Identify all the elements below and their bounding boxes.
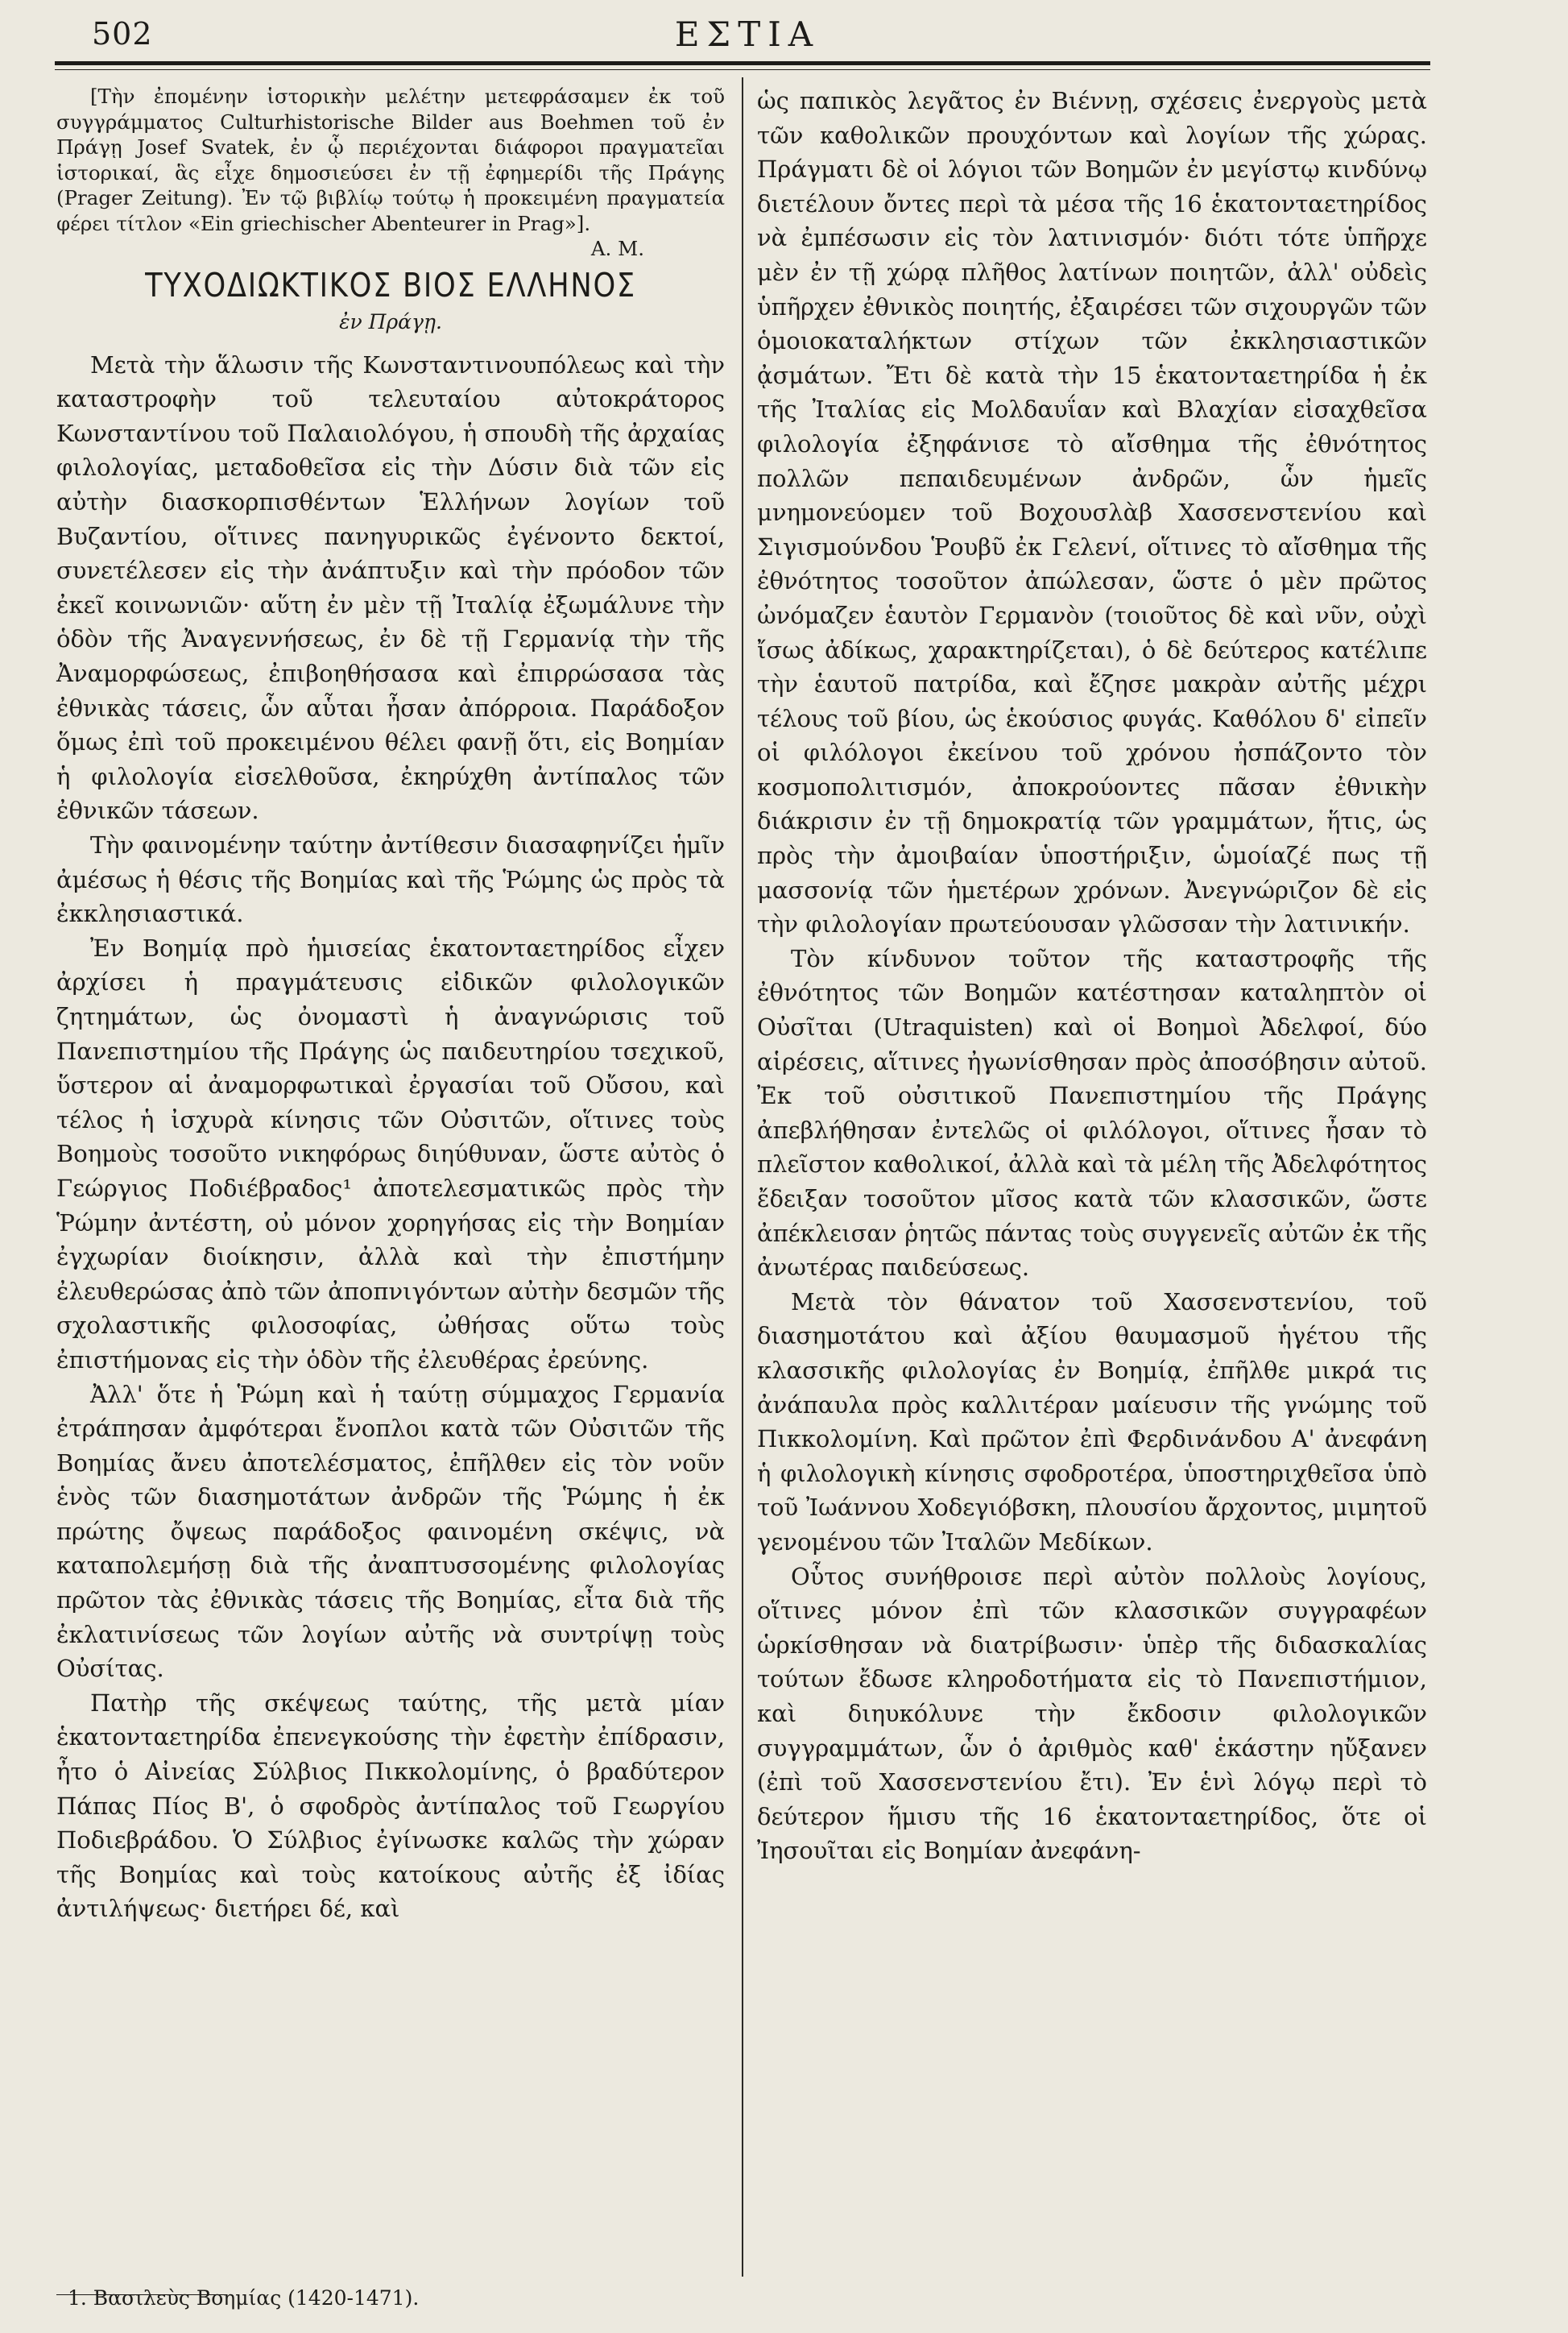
page-number: 502	[92, 16, 153, 52]
left-column	[56, 84, 725, 1926]
body-paragraph: Ἀλλ' ὅτε ἡ Ῥώμη καὶ ἡ ταύτῃ σύμμαχος Γερμανία ἐτράπησαν ἀμφότεραι ἔνοπλοι κατὰ τῶν Οὐσιτῶν τῆς Βοημίας ἄνευ ἀποτελέσματος, ἐπῆλθεν εἰς τὸν νοῦν ἑνὸς τῶν διασημοτάτων ἀνδρῶν τῆς Ῥώμης ἡ ἐκ πρώτης ὄψεως παράδοξος φαινομένη σκέψις, νὰ καταπολεμήσῃ διὰ τῆς ἀναπτυσσομένης φιλολογίας πρῶτον τὰς ἐθνικὰς τάσεις τῆς Βοημίας, εἶτα διὰ τῆς ἐκλατινίσεως τῶν λογίων αὐτῆς νὰ συντρίψῃ τοὺς Οὐσίτας.	[56, 1380, 725, 1683]
journal-title: ΕΣΤΙΑ	[674, 15, 821, 54]
running-head	[55, 11, 1440, 60]
translator-signature: Α. Μ.	[590, 237, 644, 260]
header-rule-thick	[55, 61, 1430, 65]
body-paragraph: Τὸν κίνδυνον τοῦτον τῆς καταστροφῆς τῆς ἐθνότητος τῶν Βοημῶν κατέστησαν καταληπτὸν οἱ Οὐσῖται (Utraquisten) καὶ οἱ Βοημοὶ Ἀδελφοί, δύο αἱρέσεις, αἵτινες ἠγωνίσθησαν πρὸς ἀποσόβησιν αὐτοῦ. Ἐκ τοῦ οὐσιτικοῦ Πανεπιστημίου τῆς Πράγης ἀπεβλήθησαν ἐντελῶς οἱ φιλόλογοι, οἵτινες ἦσαν τὸ πλεῖστον καθολικοί, ἀλλὰ καὶ τὰ μέλη τῆς Ἀδελφότητος ἔδειξαν τοσοῦτον μῖσος κατὰ τῶν κλασσικῶν, ὥστε ἀπέκλεισαν ῥητῶς πάντας τοὺς συγγενεῖς αὐτῶν ἐκ τῆς ἀνωτέρας παιδεύσεως.	[757, 944, 1427, 1282]
body-paragraph: Μετὰ τὴν ἅλωσιν τῆς Κωνσταντινουπόλεως καὶ τὴν καταστροφὴν τοῦ τελευταίου αὐτοκράτορος Κωνσταντίνου τοῦ Παλαιολόγου, ἡ σπουδὴ τῆς ἀρχαίας φιλολογίας, μεταδοθεῖσα εἰς τὴν Δύσιν διὰ τῶν εἰς αὐτὴν διασκορπισθέντων Ἑλλήνων λογίων τοῦ Βυζαντίου, οἵτινες πανηγυρικῶς ἐγένοντο δεκτοί, συνετέλεσεν εἰς τὴν ἀνάπτυξιν καὶ τὴν πρόοδον τῶν ἐκεῖ κοινωνιῶν· αὕτη ἐν μὲν τῇ Ἰταλίᾳ ἐξωμάλυνε τὴν ὁδὸν τῆς Ἀναγεννήσεως, ἐν δὲ τῇ Γερμανίᾳ τὴν τῆς Ἀναμορφώσεως, ἐπιβοηθήσασα καὶ ἐπιρρώσασα τὰς ἐθνικὰς τάσεις, ὧν αὗται ἦσαν ἀπόρροια. Παράδοξον ὅμως ἐπὶ τοῦ προκειμένου θέλει φανῇ ὅτι, εἰς Βοημίαν ἡ φιλολογία εἰσελθοῦσα, ἐκηρύχθη ἀντίπαλος τῶν ἐθνικῶν τάσεων.	[56, 350, 725, 825]
body-paragraph: Οὗτος συνήθροισε περὶ αὐτὸν πολλοὺς λογίους, οἵτινες μόνον ἐπὶ τῶν κλασσικῶν συγγραφέων ὡρκίσθησαν νὰ διατρίβωσιν· ὑπὲρ τῆς διδασκαλίας τούτων ἔδωσε κληροδοτήματα εἰς τὸ Πανεπιστήμιον, καὶ διηυκόλυνε τὴν ἔκδοσιν φιλολογικῶν συγγραμμάτων, ὧν ὁ ἀριθμὸς καθ' ἑκάστην ηὔξανεν (ἐπὶ τοῦ Χασσενστενίου ἔτι). Ἐν ἑνὶ λόγῳ περὶ τὸ δεύτερον ἥμισυ τῆς 16 ἑκατονταετηρίδος, ὅτε οἱ Ἰησουῖται εἰς Βοημίαν ἀνεφάνη-	[757, 1562, 1427, 1865]
footnote: 1. Βασιλεὺς Βοημίας (1420-1471).	[68, 2286, 420, 2310]
body-paragraph: Τὴν φαινομένην ταύτην ἀντίθεσιν διασαφηνίζει ἡμῖν ἀμέσως ἡ θέσις τῆς Βοημίας καὶ τῆς Ῥώμης ὡς πρὸς τὰ ἐκκλησιαστικά.	[56, 831, 725, 928]
translator-note-text: [Τὴν ἐπομένην ἱστορικὴν μελέτην μετεφράσαμεν ἐκ τοῦ συγγράμματος Culturhistorische Bilder aus Boehmen τοῦ ἐν Πράγῃ Josef Svatek, ἐν ᾧ περιέχονται διάφοροι πραγματεῖαι ἱστορικαί, ἃς εἶχε δημοσιεύσει ἐν τῇ ἐφημερίδι τῆς Πράγης (Prager Zeitung). Ἐν τῷ βιβλίῳ τούτῳ ἡ προκειμένη πραγματεία φέρει τίτλον «Ein griechischer Abenteurer in Prag»].	[56, 85, 725, 235]
body-paragraph: Ἐν Βοημίᾳ πρὸ ἡμισείας ἑκατονταετηρίδος εἶχεν ἀρχίσει ἡ πραγμάτευσις εἰδικῶν φιλολογικῶν ζητημάτων, ὡς ὀνομαστὶ ἡ ἀναγνώρισις τοῦ Πανεπιστημίου τῆς Πράγης ὡς παιδευτηρίου τσεχικοῦ, ὕστερον αἱ ἀναμορφωτικαὶ ἐργασίαι τοῦ Οὔσου, καὶ τέλος ἡ ἰσχυρὰ κίνησις τῶν Οὐσιτῶν, οἵτινες τοὺς Βοημοὺς τοσοῦτο νικηφόρως διηύθυναν, ὥστε αὐτὸς ὁ Γεώργιος Ποδιέβραδος¹ ἀποτελεσματικῶς πρὸς τὴν Ῥώμην ἀντέστη, οὐ μόνον χορηγήσας εἰς τὴν Βοημίαν ἐγχωρίαν διοίκησιν, ἀλλὰ καὶ τὴν ἐπιστήμην ἐλευθερώσας ἀπὸ τῶν ἀποπνιγόντων αὐτὴν δεσμῶν τῆς σχολαστικῆς φιλοσοφίας, ὠθήσας οὕτω τοὺς ἐπιστήμονας εἰς τὴν ὁδὸν τῆς ἐλευθέρας ἐρεύνης.	[56, 934, 725, 1374]
translator-note	[56, 84, 725, 262]
article-title: ΤΥΧΟΔΙΩΚΤΙΚΟΣ ΒΙΟΣ ΕΛΛΗΝΟΣ	[145, 265, 636, 305]
article-subtitle: ἐν Πράγῃ.	[339, 310, 442, 334]
column-divider	[742, 77, 743, 2277]
body-paragraph: ὡς παπικὸς λεγᾶτος ἐν Βιέννῃ, σχέσεις ἐνεργοὺς μετὰ τῶν καθολικῶν προυχόντων καὶ λογίων τῆς χώρας. Πράγματι δὲ οἱ λόγιοι τῶν Βοημῶν ἐν μεγίστῳ κινδύνῳ διετέλουν ὄντες περὶ τὰ μέσα τῆς 16 ἑκατονταετηρίδος νὰ ἐμπέσωσιν εἰς τὸν λατινισμόν· διότι τότε ὑπῆρχε μὲν ἐν τῇ χώρᾳ πλῆθος λατίνων ποιητῶν, ἀλλ' οὐδεὶς ὑπῆρχεν ἐθνικὸς ποιητής, ἐξαιρέσει τῶν σιχουργῶν τῶν ὁμοιοκαταλήκτων στίχων τῶν ἐκκλησιαστικῶν ᾀσμάτων. Ἔτι δὲ κατὰ τὴν 15 ἑκατονταετηρίδα ἡ ἐκ τῆς Ἰταλίας εἰς Μολδαυΐαν καὶ Βλαχίαν εἰσαχθεῖσα φιλολογία ἐξηφάνισε τὸ αἴσθημα τῆς ἐθνότητος πολλῶν πεπαιδευμένων ἀνδρῶν, ὧν ἡμεῖς μνημονεύομεν τοῦ Βοχουσλὰβ Χασσενστενίου καὶ Σιγισμούνδου Ῥουβῦ ἐκ Γελενί, οἵτινες τὸ αἴσθημα τῆς ἐθνότητος τοσοῦτον ἀπώλεσαν, ὥστε ὁ μὲν πρῶτος ὠνόμαζεν ἑαυτὸν Γερμανὸν (τοιοῦτος δὲ καὶ νῦν, οὐχὶ ἴσως ἀδίκως, χαρακτηρίζεται), ὁ δὲ δεύτερος κατέλιπε τὴν ἑαυτοῦ πατρίδα, καὶ ἔζησε μακρὰν αὐτῆς μέχρι τέλους τοῦ βίου, ὡς ἑκούσιος φυγάς. Καθόλου δ' εἰπεῖν οἱ φιλόλογοι ἐκείνου τοῦ χρόνου ἠσπάζοντο τὸν κοσμοπολιτισμόν, ἀποκρούοντες πᾶσαν ἐθνικὴν διάκρισιν ἐν τῇ δημοκρατίᾳ τῶν γραμμάτων, ἥτις, ὡς πρὸς τὴν ἀμοιβαίαν ὑποστήριξιν, ὡμοίαζέ πως τῇ μασσονίᾳ τῶν ἡμετέρων χρόνων. Ἀνεγνώριζον δὲ εἰς τὴν φιλολογίαν πρωτεύουσαν γλῶσσαν τὴν λατινικήν.	[757, 87, 1427, 939]
header-rule-thin	[55, 69, 1430, 70]
body-paragraph: Μετὰ τὸν θάνατον τοῦ Χασσενστενίου, τοῦ διασημοτάτου καὶ ἀξίου θαυμασμοῦ ἡγέτου τῆς κλασσικῆς φιλολογίας ἐν Βοημίᾳ, ἐπῆλθε μικρά τις ἀνάπαυλα πρὸς καλλιτέραν μαίευσιν τῆς γνώμης τοῦ Πικκολομίνη. Καὶ πρῶτον ἐπὶ Φερδινάνδου Α' ἀνεφάνη ἡ φιλολογικὴ κίνησις σφοδροτέρα, ὑποστηριχθεῖσα ὑπὸ τοῦ Ἰωάννου Χοδεγιόβσκη, πλουσίου ἄρχοντος, μιμητοῦ γενομένου τῶν Ἰταλῶν Μεδίκων.	[757, 1287, 1427, 1556]
right-column	[757, 84, 1427, 1868]
body-paragraph: Πατὴρ τῆς σκέψεως ταύτης, τῆς μετὰ μίαν ἑκατονταετηρίδα ἐπενεγκούσης τὴν ἐφετὴν ἐπίδρασιν, ἦτο ὁ Αἰνείας Σύλβιος Πικκολομίνης, ὁ βραδύτερον Πάπας Πίος Β', ὁ σφοδρὸς ἀντίπαλος τοῦ Γεωργίου Ποδιεβράδου. Ὁ Σύλβιος ἐγίνωσκε καλῶς τὴν χώραν τῆς Βοημίας καὶ τοὺς κατοίκους αὐτῆς ἐξ ἰδίας ἀντιλήψεως· διετήρει δέ, καὶ	[56, 1689, 725, 1923]
